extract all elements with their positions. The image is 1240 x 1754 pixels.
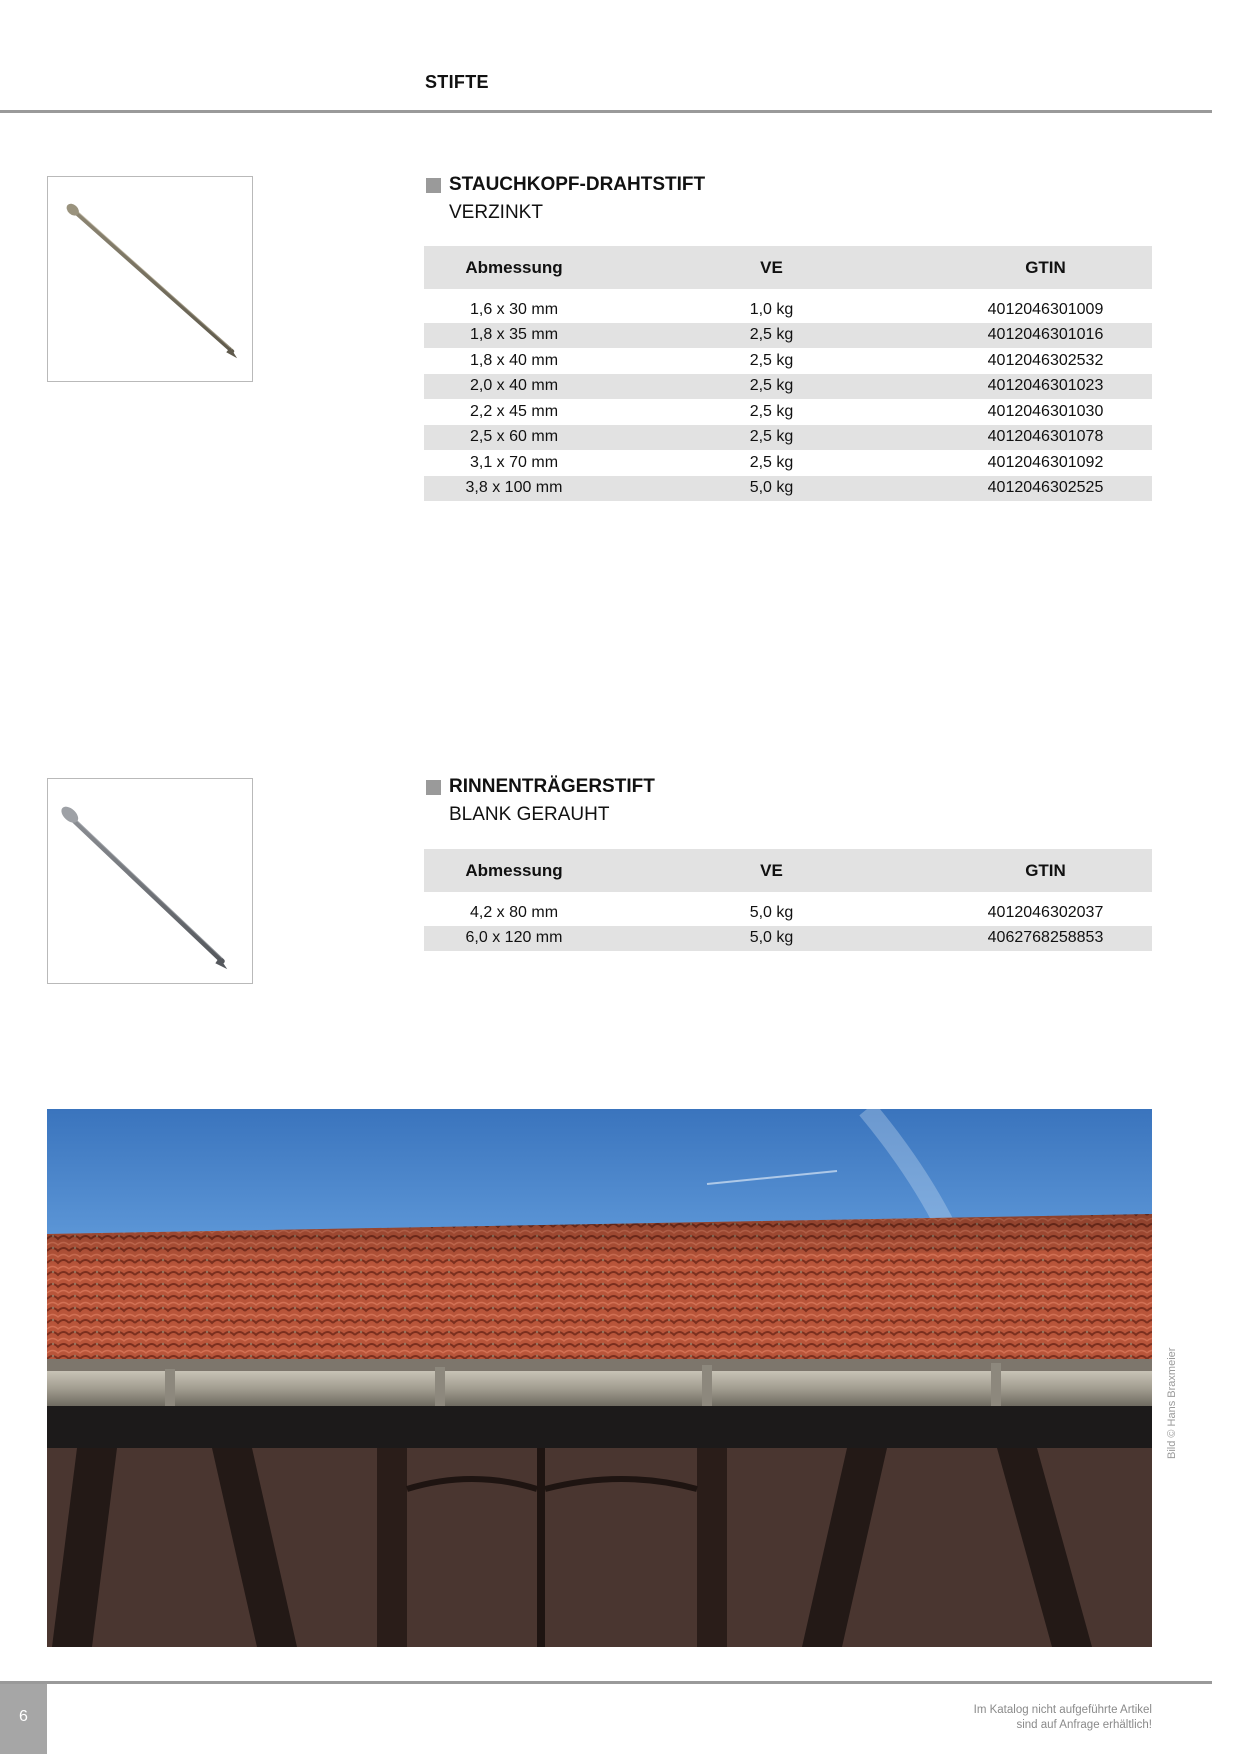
cell-gtin: 4012046302525 <box>939 476 1152 502</box>
cell-ve: 2,5 kg <box>749 351 794 369</box>
product-spec-table <box>424 246 1152 501</box>
footer-divider <box>0 1681 1212 1684</box>
table-row <box>424 323 1152 349</box>
table-row <box>424 476 1152 502</box>
cell-gtin: 4012046302037 <box>987 903 1104 921</box>
cell-dimension: 6,0 x 120 mm <box>424 926 604 952</box>
cell-dimension: 2,0 x 40 mm <box>424 374 604 400</box>
cell-ve: 2,5 kg <box>604 425 939 451</box>
cell-dimension: 1,8 x 40 mm <box>469 351 559 369</box>
cell-dimension: 1,8 x 35 mm <box>424 323 604 349</box>
cell-gtin: 4012046301009 <box>987 300 1104 318</box>
cell-ve: 2,5 kg <box>604 374 939 400</box>
column-header-gtin: GTIN <box>939 246 1152 289</box>
footer-note <box>974 1703 1152 1733</box>
cell-ve: 5,0 kg <box>604 476 939 502</box>
table-row <box>424 926 1152 952</box>
table-row <box>424 399 1152 425</box>
table-row <box>424 348 1152 374</box>
page-section-title: STIFTE <box>425 72 489 92</box>
table-row <box>424 425 1152 451</box>
cell-ve: 5,0 kg <box>604 926 939 952</box>
cell-dimension: 4,2 x 80 mm <box>469 903 559 921</box>
table-row <box>424 297 1152 323</box>
column-header-dimension: Abmessung <box>424 246 604 289</box>
cell-gtin: 4012046301023 <box>939 374 1152 400</box>
column-header-ve: VE <box>604 849 939 892</box>
cell-dimension: 1,6 x 30 mm <box>469 300 559 318</box>
table-row <box>424 900 1152 926</box>
photo-credit: Bild © Hans Braxmeier <box>1166 1347 1178 1459</box>
footer-note-line: sind auf Anfrage erhältlich! <box>1016 1719 1152 1731</box>
cell-ve: 1,0 kg <box>749 300 794 318</box>
table-header-row <box>424 246 1152 289</box>
product-spec-table <box>424 849 1152 951</box>
cell-ve: 2,5 kg <box>749 453 794 471</box>
cell-ve: 2,5 kg <box>749 402 794 420</box>
product-subtitle: BLANK GERAUHT <box>449 804 610 825</box>
galvanized-nail-photo <box>47 176 253 382</box>
page-number-box <box>0 1684 47 1754</box>
cell-gtin: 4062768258853 <box>939 926 1152 952</box>
section-marker <box>426 780 441 795</box>
tiled-roof-with-gutter-photo <box>47 1109 1152 1647</box>
table-header-row <box>424 849 1152 892</box>
section-marker <box>426 178 441 193</box>
cell-gtin: 4012046301092 <box>987 453 1104 471</box>
column-header-gtin: GTIN <box>939 849 1152 892</box>
column-header-ve: VE <box>604 246 939 289</box>
product-subtitle: VERZINKT <box>449 202 543 223</box>
cell-dimension: 3,8 x 100 mm <box>424 476 604 502</box>
header-divider <box>0 110 1212 113</box>
product-title: RINNENTRÄGERSTIFT <box>449 776 655 797</box>
page-number: 6 <box>19 1708 28 1725</box>
table-row <box>424 450 1152 476</box>
product-title: STAUCHKOPF-DRAHTSTIFT <box>449 174 706 195</box>
cell-gtin: 4012046301078 <box>939 425 1152 451</box>
cell-gtin: 4012046301016 <box>939 323 1152 349</box>
cell-gtin: 4012046302532 <box>987 351 1104 369</box>
cell-ve: 5,0 kg <box>749 903 794 921</box>
cell-dimension: 2,5 x 60 mm <box>424 425 604 451</box>
cell-ve: 2,5 kg <box>604 323 939 349</box>
footer-note-line: Im Katalog nicht aufgeführte Artikel <box>973 1704 1152 1716</box>
table-row <box>424 374 1152 400</box>
cell-dimension: 3,1 x 70 mm <box>469 453 559 471</box>
column-header-dimension: Abmessung <box>424 849 604 892</box>
cell-dimension: 2,2 x 45 mm <box>469 402 559 420</box>
roughened-nail-photo <box>47 778 253 984</box>
cell-gtin: 4012046301030 <box>987 402 1104 420</box>
